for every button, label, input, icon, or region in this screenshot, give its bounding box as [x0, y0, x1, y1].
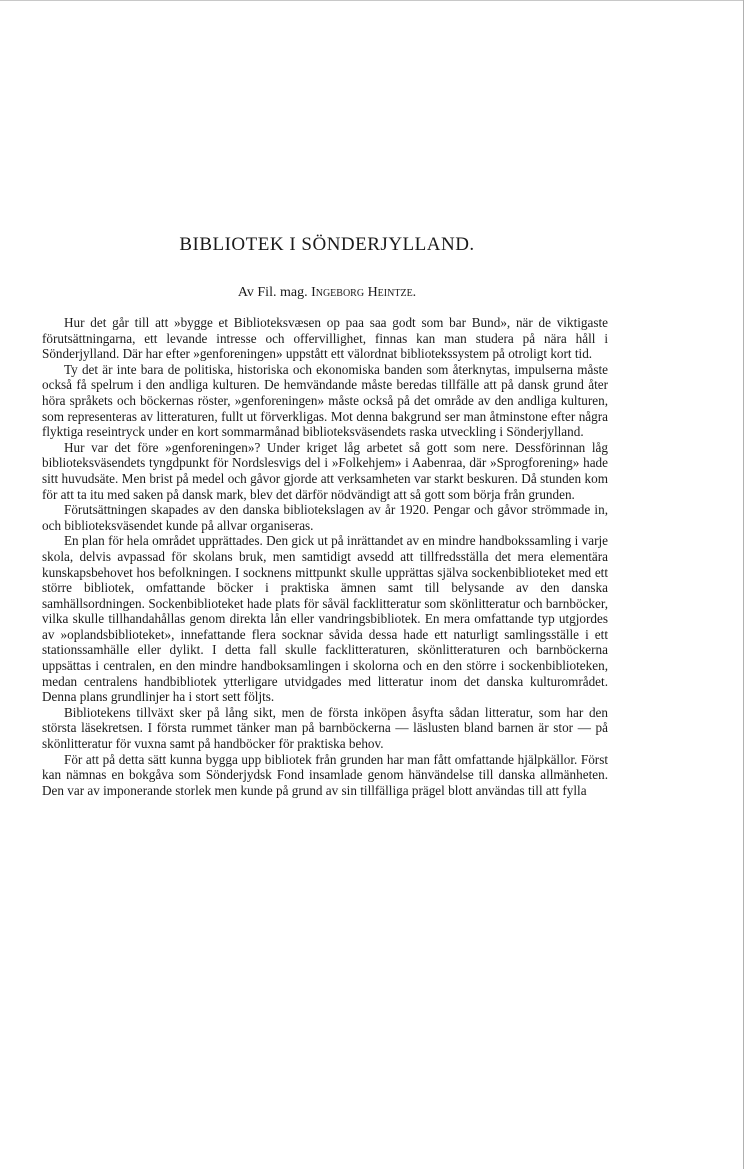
article-title: BIBLIOTEK I SÖNDERJYLLAND. [179, 234, 475, 255]
paragraph-5: En plan för hela området upprättades. Den gick ut på inrättandet av en mindre handbokssamling i varje skola, delvis avpassad för skolans bruk, men samtidigt avsedd att tillfredsställa det mera elementära kunskapsbehovet hos befolkningen. I socknens mittpunkt skulle upprättas själva sockenbiblioteket med ett större bibliotek, omfattande böcker i praktiska ämnen samt till belysande av den danska samhällsordningen. Sockenbiblioteket hade plats för såväl facklitteratur som skönlitteratur och barnböcker, vilka skulle tillhandahållas genom direkta lån eller vandringsbibliotek. En mera omfattande typ utgjordes av »oplandsbiblioteket», innefattande flera socknar såvida dessa hade ett naturligt samlingsställe i ett stationssamhälle eller dylikt. I detta fall skulle facklitteraturen, skönlitteraturen och barnböckerna uppsättas i centralen, en den mindre handboksamlingen i skolorna och en den större i sockenbiblioteken, medan centralens handbibliotek ytterligare utvidgades med litteratur inom det danska kulturområdet. Denna plans grundlinjer ha i stort sett följts. [42, 533, 608, 705]
paragraph-3: Hur var det före »genforeningen»? Under kriget låg arbetet så gott som nere. Dessförinnan låg biblioteksväsendets tyngdpunkt för Nordslesvigs del i »Folkehjem» i Aabenraa, där »Sprogforening» hade sitt huvudsäte. Men brist på medel och gåvor gjorde att verksamheten var starkt beskuren. Då stunden kom för att ta itu med saken på dansk mark, blev det därför nödvändigt att så gott som börja från grunden. [42, 439, 608, 502]
paragraph-6: Bibliotekens tillväxt sker på lång sikt, men de första inköpen åsyfta sådan litteratur, som har den största läsekretsen. I första rummet tänker man på barnböckerna — läslusten bland barnen är stor — på skönlitteratur för vuxna samt på handböcker för praktiska behov. [42, 704, 608, 752]
paragraph-4: Förutsättningen skapades av den danska bibliotekslagen av år 1920. Pengar och gåvor strömmade in, och biblioteksväsendet kunde på allvar organiseras. [42, 502, 608, 533]
author-prefix: Av Fil. mag. [237, 285, 308, 300]
page-edge-top [0, 0, 744, 1]
author-name: Ingeborg Heintze. [311, 285, 417, 300]
author-line [0, 285, 654, 301]
paragraph-7: För att på detta sätt kunna bygga upp bibliotek från grunden har man fått omfattande hjälpkällor. Först kan nämnas en bokgåva som Sönderjydsk Fond insamlade genom hänvändelse till danska allmänheten. Den var av imponerande storlek men kunde på grund av sin tillfälliga prägel blott användas till att fylla [42, 751, 608, 798]
article-body [42, 315, 608, 798]
paragraph-1: Hur det går till att »bygge et Biblioteksvæsen op paa saa godt som bar Bund», när de viktigaste förutsättningarna, ett levande intresse och offervillighet, finnas kan man studera på nära håll i Sönderjylland. Där har efter »genforeningen» uppstått ett välordnat bibliotekssystem på otroligt kort tid. [42, 315, 608, 362]
paragraph-2: Ty det är inte bara de politiska, historiska och ekonomiska banden som återknytas, impulserna måste också få spelrum i den andliga kulturen. De hemvändande måste beredas tillfälle att på dansk grund åter höra språkets och böckernas röster, »genforeningen» måste också på det område av den andliga kulturen, som representeras av litteraturen, fullt ut förverkligas. Mot denna bakgrund ser man åtminstone efter några flyktiga reseintryck under en kort sommarmånad biblioteksväsendets raska utveckling i Sönderjylland. [42, 361, 608, 440]
